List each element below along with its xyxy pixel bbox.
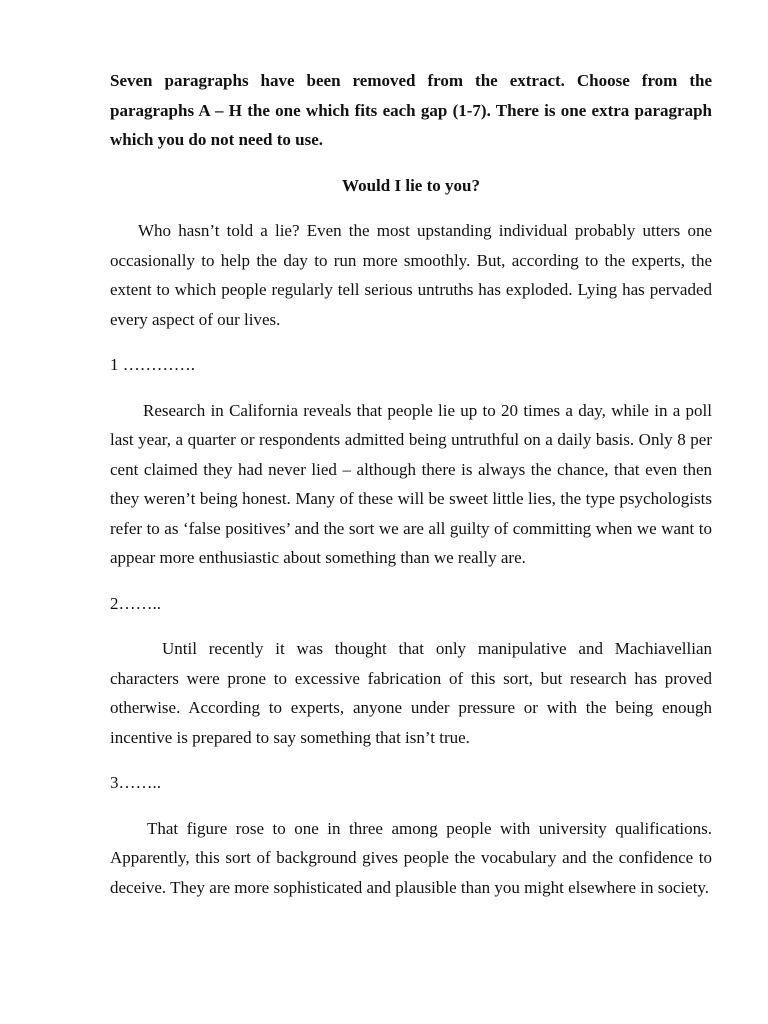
article-title: Would I lie to you?: [342, 175, 480, 195]
gap-1: 1 ………….: [110, 355, 195, 374]
paragraph-university: That figure rose to one in three among people with university qualifications. Apparently, this sort of background gives people the vocabulary and the confidence to deceive. They are more sophisticated and plausible than you might elsewhere in society.: [110, 818, 712, 897]
paragraph-intro: Who hasn’t told a lie? Even the most upstanding individual probably utters one occasionally to help the day to run more smoothly. But, according to the experts, the extent to which people regularly tell serious untruths has exploded. Lying has pervaded every aspect of our lives.: [110, 221, 712, 329]
gap-2: 2……..: [110, 593, 161, 613]
gap-3: 3……..: [110, 773, 161, 792]
paragraph-machiavellian: Until recently it was thought that only manipulative and Machiavellian characters were prone to excessive fabrication of this sort, but research has proved otherwise. According to experts, anyone under pressure or with the being enough incentive is prepared to say something that isn’t true.: [110, 639, 712, 747]
document-page: [110, 66, 712, 902]
paragraph-research: Research in California reveals that people lie up to 20 times a day, while in a poll last year, a quarter or respondents admitted being untruthful on a daily basis. Only 8 per cent claimed they had never lied – although there is always the chance, that even then they weren’t being honest. Many of these will be sweet little lies, the type psychologists refer to as ‘false positives’ and the sort we are all guilty of committing when we want to appear more enthusiastic about something than we really are.: [110, 400, 712, 567]
task-instructions: Seven paragraphs have been removed from the extract. Choose from the paragraphs A – H the one which fits each gap (1-7). There is one extra paragraph which you do not need to use.: [110, 71, 712, 149]
